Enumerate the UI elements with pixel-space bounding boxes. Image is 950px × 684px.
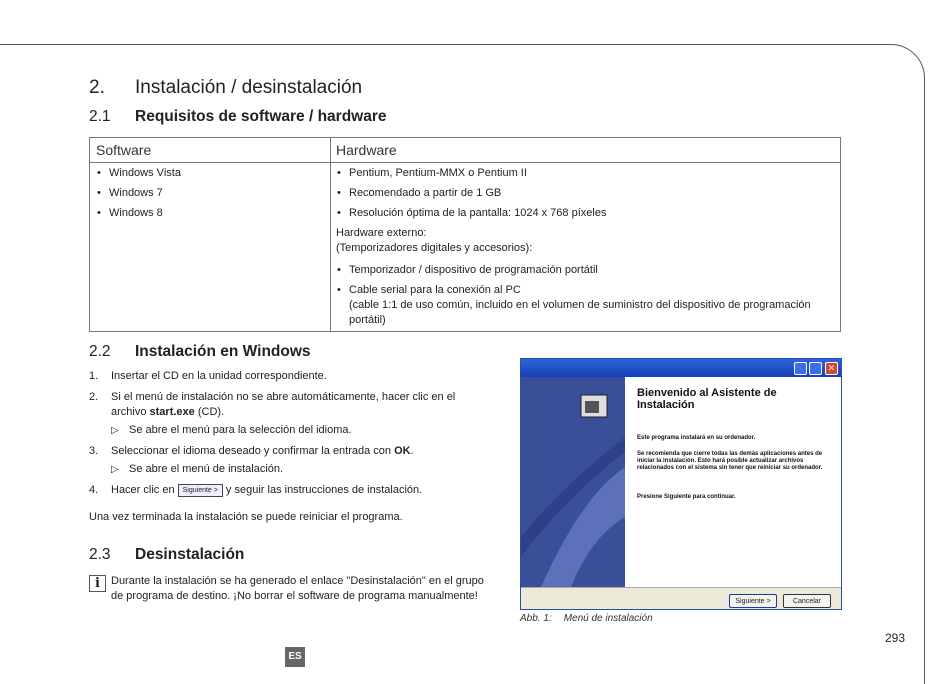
step-text: Insertar el CD en la unidad correspondiente. <box>111 370 327 382</box>
hardware-list <box>330 163 840 221</box>
result-arrow-icon: ▷ <box>111 464 119 475</box>
wizard-footer <box>521 587 841 609</box>
subsection-heading-windows-install <box>89 343 311 361</box>
after-install-text: Una vez terminada la instalación se puede reiniciar el programa. <box>89 511 403 523</box>
step-text-end: (CD). <box>194 406 225 418</box>
subsection-heading-requirements <box>89 108 387 126</box>
wizard-side-graphic <box>521 377 625 587</box>
step-1 <box>89 369 489 384</box>
hardware-header: Hardware <box>330 138 840 163</box>
result-text: Se abre el menú para la selección del idioma. <box>129 424 352 436</box>
language-badge: ES <box>285 647 305 667</box>
list-item <box>336 283 834 328</box>
result-text: Se abre el menú de instalación. <box>129 463 284 475</box>
subsection-number: 2.1 <box>89 108 111 125</box>
step-number: 2. <box>89 391 99 403</box>
minimize-icon <box>794 362 807 375</box>
step-4 <box>89 483 489 498</box>
install-steps <box>89 369 489 504</box>
software-list <box>90 163 330 221</box>
list-item: • Windows 8 <box>96 206 324 221</box>
maximize-icon <box>809 362 822 375</box>
external-hardware-text <box>336 226 834 256</box>
file-name: start.exe <box>149 406 195 418</box>
list-item-text: Cable serial para la conexión al PC <box>349 284 521 296</box>
external-hardware-subtitle: (Temporizadores digitales y accesorios): <box>336 242 533 254</box>
list-item: • Resolución óptima de la pantalla: 1024 x 768 píxeles <box>336 206 834 221</box>
subsection-title: Desinstalación <box>135 546 245 563</box>
window-titlebar <box>521 359 841 377</box>
list-item: • Windows Vista <box>96 166 324 181</box>
step-text: Si el menú de instalación no se abre automáticamente, hacer clic en el archivo <box>111 391 456 418</box>
wizard-text-1: Este programa instalará en su ordenador. <box>637 435 756 441</box>
wizard-content <box>625 377 841 587</box>
list-item: • Temporizador / dispositivo de programación portátil <box>336 263 834 278</box>
wizard-text-2: Se recomienda que cierre todas las demás aplicaciones antes de iniciar la instalación. Esto hará posible actualizar archivos relacionados con el sistema sin tener que reiniciar su ordenador. <box>637 451 823 471</box>
external-hardware-list <box>330 260 840 328</box>
wizard-text-3: Presione Siguiente para continuar. <box>637 494 736 500</box>
list-item: • Recomendado a partir de 1 GB <box>336 186 834 201</box>
hardware-column <box>330 138 840 331</box>
info-icon: i <box>89 575 106 592</box>
step-number: 4. <box>89 484 99 496</box>
software-column <box>90 138 331 331</box>
wizard-side-panel <box>521 377 625 587</box>
section-title: Instalación / desinstalación <box>135 77 363 98</box>
requirements-table <box>89 137 841 332</box>
subsection-heading-uninstall <box>89 546 244 564</box>
step-3 <box>89 444 489 477</box>
step-text-end: . <box>410 445 414 457</box>
ok-label: OK <box>394 445 411 457</box>
page-number: 293 <box>885 631 906 645</box>
step-result <box>111 462 489 477</box>
subsection-title: Requisitos de software / hardware <box>135 108 387 125</box>
subsection-number: 2.2 <box>89 343 111 360</box>
step-2 <box>89 390 489 438</box>
info-note <box>89 574 489 604</box>
step-text-end: y seguir las instrucciones de instalación. <box>222 484 423 496</box>
subsection-number: 2.3 <box>89 546 111 563</box>
installer-screenshot <box>520 358 842 610</box>
next-button-image: Siguiente > <box>178 484 223 497</box>
caption-label: Abb. 1: <box>520 613 552 624</box>
section-heading <box>89 77 362 99</box>
cable-note: (cable 1:1 de uso común, incluido en el volumen de suministro del dispositivo de programación portátil) <box>349 299 811 326</box>
software-header: Software <box>90 138 330 163</box>
external-hardware-title: Hardware externo: <box>336 227 427 239</box>
step-result <box>111 423 489 438</box>
step-text: Hacer clic en <box>111 484 178 496</box>
step-text: Seleccionar el idioma deseado y confirmar la entrada con <box>111 445 395 457</box>
list-item: • Windows 7 <box>96 186 324 201</box>
close-icon: ✕ <box>825 362 838 375</box>
figure-caption <box>520 613 653 624</box>
wizard-cancel-button[interactable]: Cancelar <box>783 594 831 608</box>
wizard-title: Bienvenido al Asistente de Instalación <box>637 387 777 411</box>
list-item: • Pentium, Pentium-MMX o Pentium II <box>336 166 834 181</box>
wizard-next-button[interactable]: Siguiente > <box>729 594 777 608</box>
section-number: 2. <box>89 77 105 98</box>
info-text: Durante la instalación se ha generado el enlace "Desinstalación" en el grupo de programa de destino. ¡No borrar el software de programa manualmente! <box>111 575 484 602</box>
result-arrow-icon: ▷ <box>111 425 119 436</box>
step-number: 3. <box>89 445 99 457</box>
caption-text: Menú de instalación <box>563 613 653 624</box>
subsection-title: Instalación en Windows <box>135 343 311 360</box>
step-number: 1. <box>89 370 99 382</box>
